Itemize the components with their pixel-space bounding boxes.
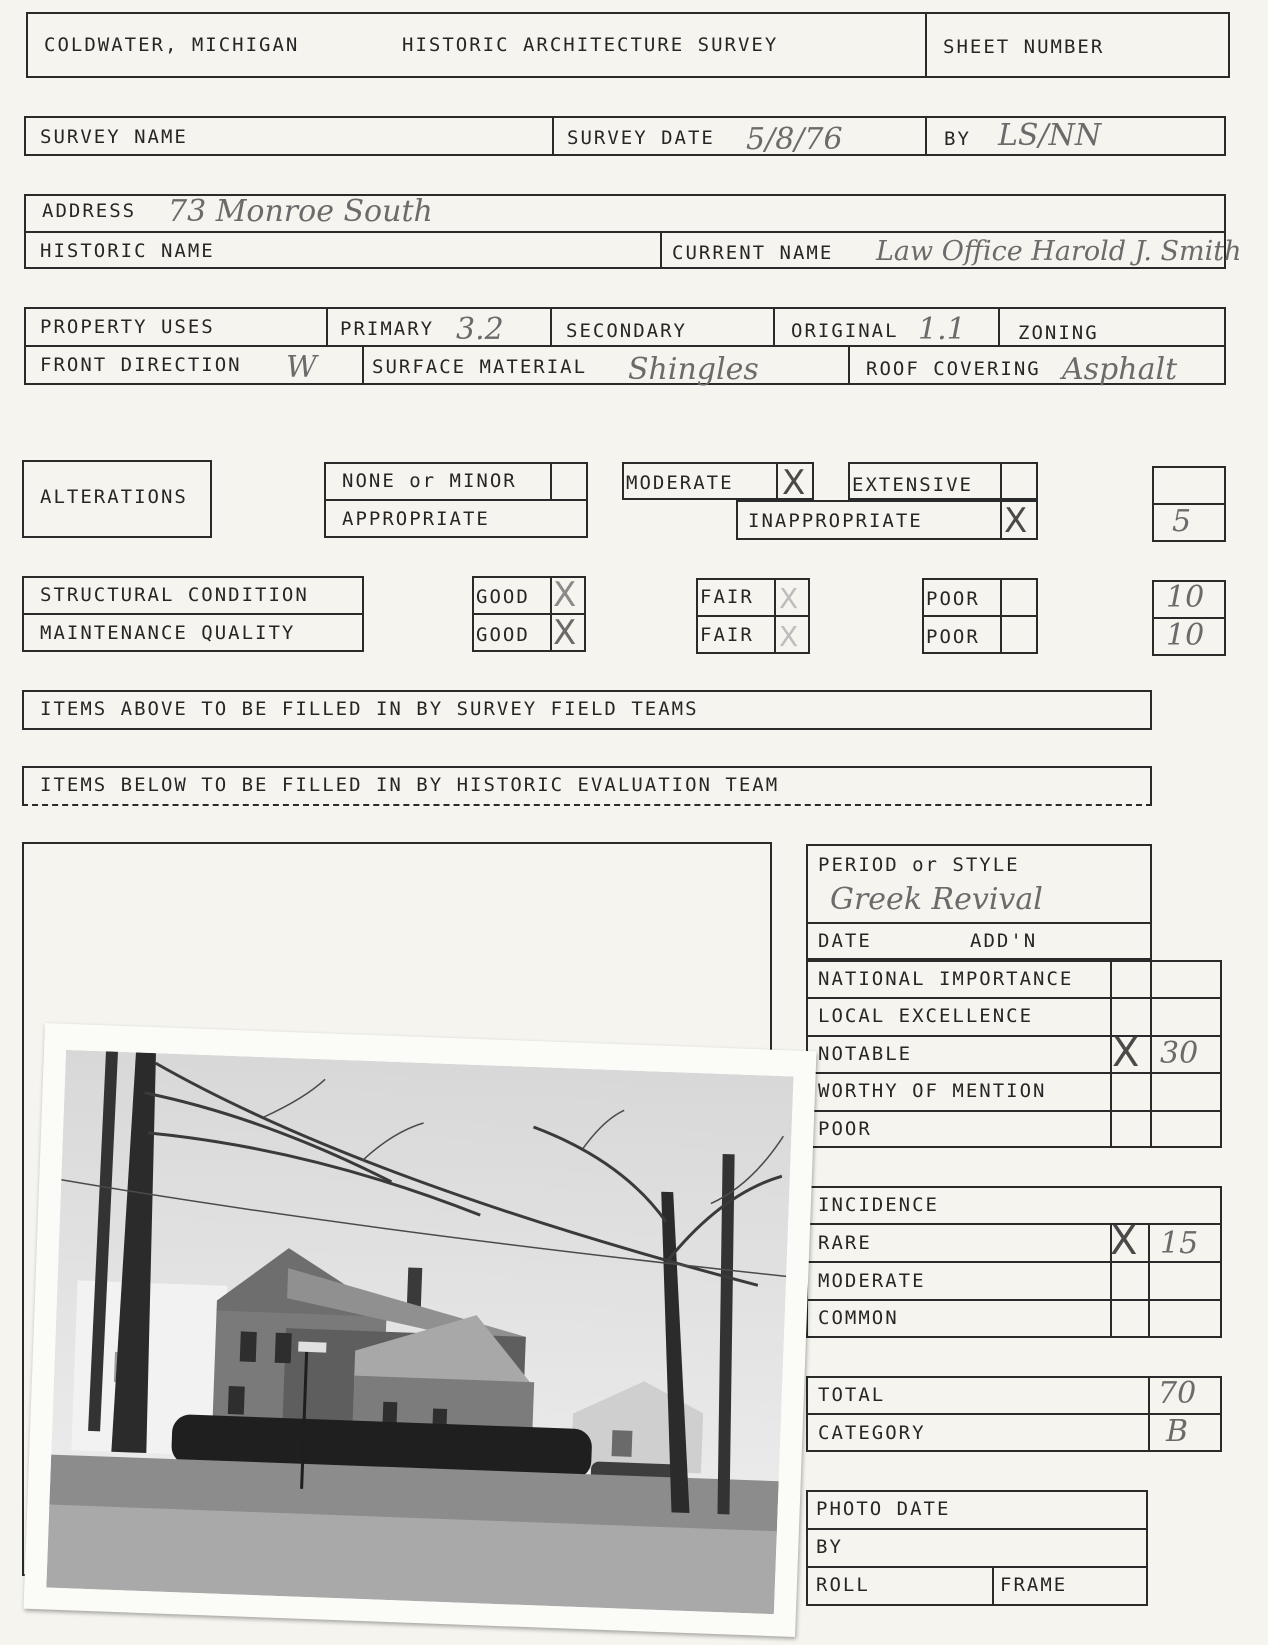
total-label: TOTAL xyxy=(818,1384,886,1406)
house-photo-illustration xyxy=(46,1050,793,1614)
attached-photograph xyxy=(24,1023,817,1637)
sheet-number-label: SHEET NUMBER xyxy=(943,36,1105,58)
fair-label-structural: FAIR xyxy=(700,586,754,608)
current-name-value: Law Office Harold J. Smith xyxy=(876,236,1242,267)
total-value: 70 xyxy=(1158,1376,1197,1411)
inappropriate-check-mark: X xyxy=(1004,501,1028,541)
survey-by-label: BY xyxy=(944,128,971,150)
city-label: COLDWATER, MICHIGAN xyxy=(44,34,300,56)
poor-label-maintenance: POOR xyxy=(926,626,980,648)
maintenance-quality-label: MAINTENANCE QUALITY xyxy=(40,622,296,644)
primary-label: PRIMARY xyxy=(340,318,435,340)
moderate-incidence-label: MODERATE xyxy=(818,1270,926,1292)
date-label: DATE xyxy=(818,930,872,952)
roof-covering-label: ROOF COVERING xyxy=(866,358,1041,380)
period-style-value: Greek Revival xyxy=(830,882,1043,917)
maintenance-score: 10 xyxy=(1166,618,1205,653)
address-value: 73 Monroe South xyxy=(168,194,433,229)
form-title: HISTORIC ARCHITECTURE SURVEY xyxy=(402,34,779,56)
roll-label: ROLL xyxy=(816,1574,870,1596)
structural-score: 10 xyxy=(1166,580,1205,615)
current-name-label: CURRENT NAME xyxy=(672,242,834,264)
zoning-label: ZONING xyxy=(1018,322,1099,344)
primary-value: 3.2 xyxy=(456,312,504,347)
local-excellence-label: LOCAL EXCELLENCE xyxy=(818,1005,1034,1027)
poor-label-structural: POOR xyxy=(926,588,980,610)
property-uses-label: PROPERTY USES xyxy=(40,316,215,338)
category-value: B xyxy=(1166,1414,1189,1449)
alterations-label: ALTERATIONS xyxy=(40,486,188,508)
rare-label: RARE xyxy=(818,1232,872,1254)
photo-date-label: PHOTO DATE xyxy=(816,1498,951,1520)
common-label: COMMON xyxy=(818,1307,899,1329)
moderate-label: MODERATE xyxy=(626,472,734,494)
poor-importance-label: POOR xyxy=(818,1118,872,1140)
structural-fair-mark: X xyxy=(779,582,799,615)
original-value: 1.1 xyxy=(918,312,966,347)
moderate-check-mark: X xyxy=(782,463,806,503)
surface-material-label: SURFACE MATERIAL xyxy=(372,356,588,378)
original-label: ORIGINAL xyxy=(791,320,899,342)
structural-good-mark: X xyxy=(553,575,577,615)
notable-mark: X xyxy=(1112,1030,1140,1076)
note-above: ITEMS ABOVE TO BE FILLED IN BY SURVEY FIELD TEAMS xyxy=(40,698,699,720)
structural-condition-label: STRUCTURAL CONDITION xyxy=(40,584,309,606)
maintenance-fair-mark: X xyxy=(779,620,799,653)
survey-name-label: SURVEY NAME xyxy=(40,126,188,148)
historic-name-label: HISTORIC NAME xyxy=(40,240,215,262)
maintenance-good-mark: X xyxy=(553,613,577,653)
period-style-label: PERIOD or STYLE xyxy=(818,854,1020,876)
survey-date-label: SURVEY DATE xyxy=(567,127,715,149)
good-label-maintenance: GOOD xyxy=(476,624,530,646)
surface-material-value: Shingles xyxy=(628,352,759,387)
rare-score: 15 xyxy=(1160,1226,1199,1261)
worthy-of-mention-label: WORTHY OF MENTION xyxy=(818,1080,1047,1102)
incidence-label: INCIDENCE xyxy=(818,1194,939,1216)
survey-by-value: LS/NN xyxy=(998,118,1102,153)
rare-mark: X xyxy=(1110,1218,1138,1264)
addn-label: ADD'N xyxy=(970,930,1038,952)
secondary-label: SECONDARY xyxy=(566,320,687,342)
photo-by-label: BY xyxy=(816,1536,843,1558)
front-direction-value: W xyxy=(286,350,317,385)
alterations-score: 5 xyxy=(1172,504,1192,539)
national-importance-label: NATIONAL IMPORTANCE xyxy=(818,968,1074,990)
address-label: ADDRESS xyxy=(42,200,137,222)
appropriate-label: APPROPRIATE xyxy=(342,508,490,530)
front-direction-label: FRONT DIRECTION xyxy=(40,354,242,376)
inappropriate-label: INAPPROPRIATE xyxy=(748,510,923,532)
notable-score: 30 xyxy=(1160,1036,1199,1071)
frame-label: FRAME xyxy=(1000,1574,1068,1596)
roof-covering-value: Asphalt xyxy=(1062,352,1178,387)
none-minor-label: NONE or MINOR xyxy=(342,470,517,492)
fair-label-maintenance: FAIR xyxy=(700,624,754,646)
good-label-structural: GOOD xyxy=(476,586,530,608)
extensive-label: EXTENSIVE xyxy=(852,474,973,496)
note-below: ITEMS BELOW TO BE FILLED IN BY HISTORIC EVALUATION TEAM xyxy=(40,774,780,796)
notable-label: NOTABLE xyxy=(818,1043,913,1065)
survey-date-value: 5/8/76 xyxy=(746,122,843,157)
category-label: CATEGORY xyxy=(818,1422,926,1444)
